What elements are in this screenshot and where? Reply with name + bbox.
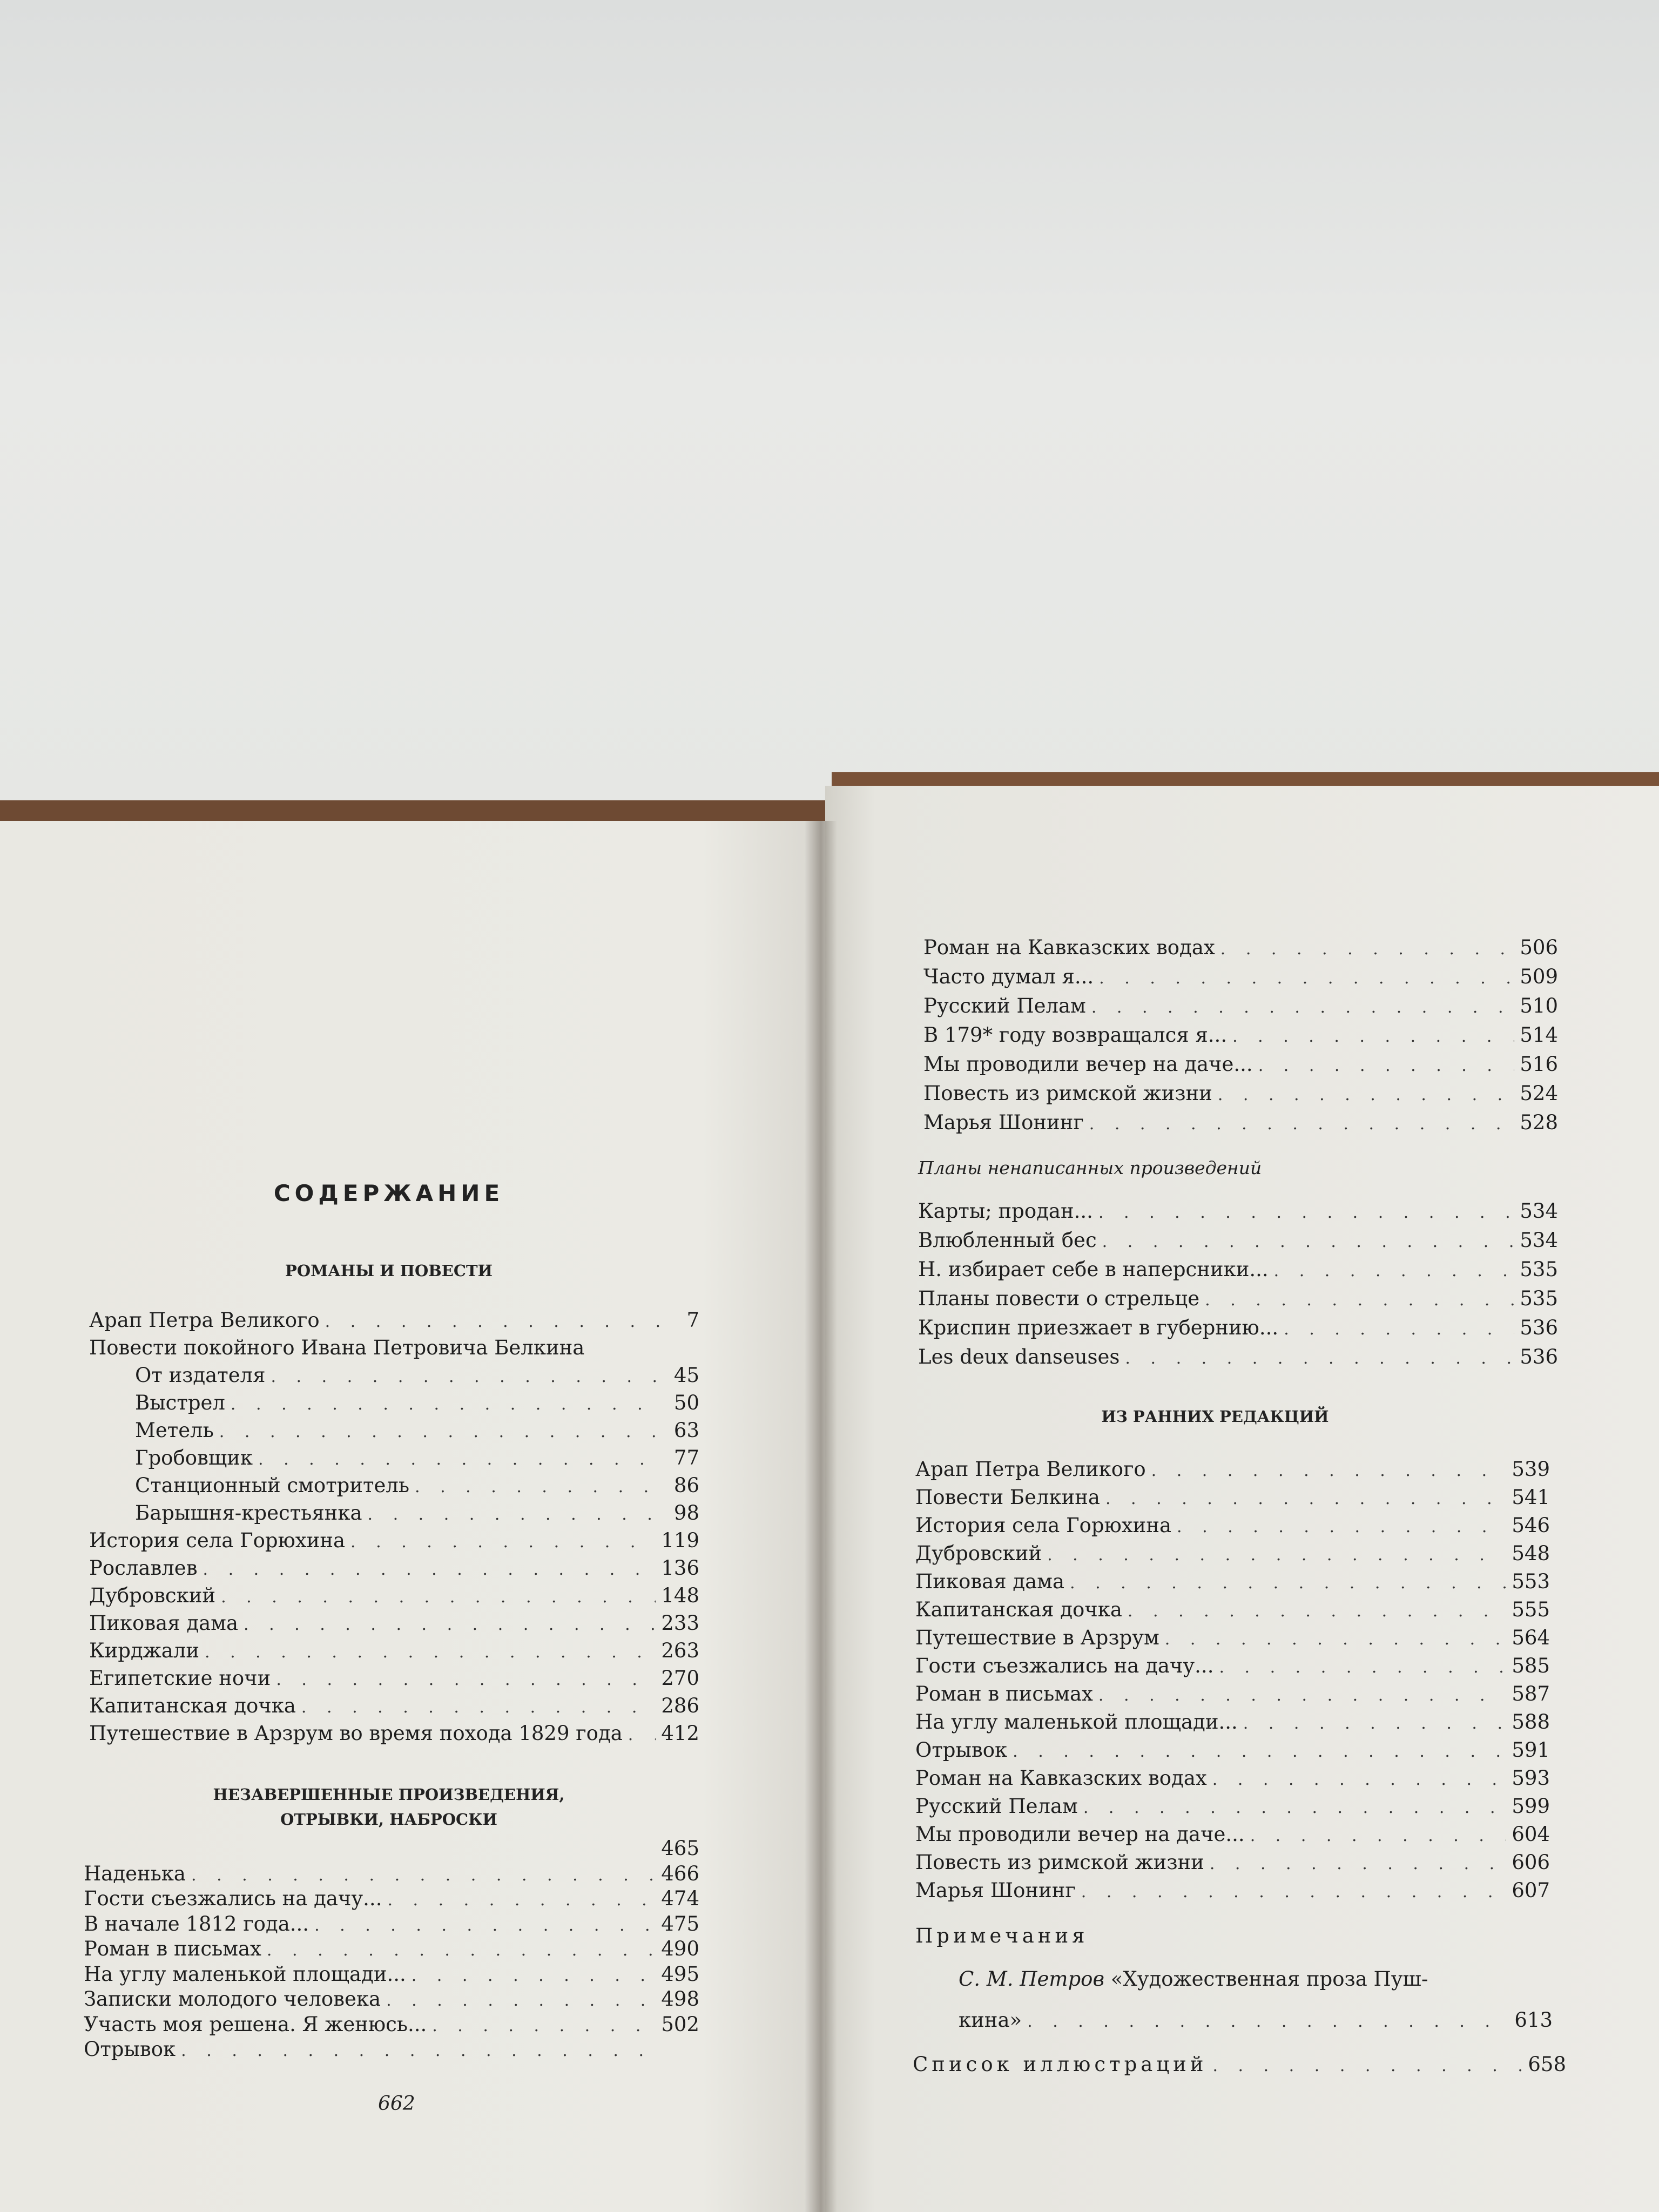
toc-entry-page: 86: [673, 1474, 699, 1497]
toc-entry: [84, 1936, 699, 1963]
toc-entry: [915, 1765, 1550, 1792]
toc-entry-title: Роман на Кавказских водах: [915, 1766, 1207, 1790]
toc-entry: [918, 1227, 1558, 1254]
toc-entry-page: 524: [1520, 1082, 1558, 1105]
toc-entry-title: Повести покойного Ивана Петровича Белкина: [89, 1336, 585, 1359]
toc-entry-page: 510: [1520, 994, 1558, 1017]
toc-entry-page: 136: [661, 1556, 699, 1580]
toc-entry: [915, 1653, 1550, 1680]
toc-entry-title: Метель: [135, 1419, 214, 1442]
toc-entry-page: 77: [673, 1446, 699, 1469]
toc-entry: [84, 1961, 699, 1988]
illustrations-page: 658: [1528, 2053, 1566, 2076]
toc-entry-title: Отрывок: [84, 2038, 176, 2061]
toc-entry-title: Выстрел: [135, 1391, 225, 1414]
toc-entry-page: 45: [673, 1364, 699, 1387]
toc-entry-page: 539: [1512, 1458, 1550, 1481]
toc-entry: [918, 1314, 1558, 1341]
toc-entry-title: Пиковая дама: [89, 1611, 239, 1635]
toc-entry-page: 528: [1520, 1111, 1558, 1134]
toc-entry-page: 498: [661, 1987, 699, 2011]
toc-entry-title: На углу маленькой площади...: [84, 1962, 406, 1986]
toc-entry-page: 599: [1512, 1795, 1550, 1818]
toc-entry: [923, 1051, 1558, 1078]
toc-entry-page: 536: [1520, 1316, 1558, 1339]
toc-entry-title: Карты; продан...: [918, 1199, 1093, 1223]
toc-entry-title: Путешествие в Арзрум во время похода 1829 года: [89, 1722, 623, 1745]
toc-entry-title: Станционный смотритель: [135, 1474, 410, 1497]
toc-entry-title: История села Горюхина: [89, 1529, 346, 1552]
toc-entry-page: 588: [1512, 1710, 1550, 1734]
toc-entry-title: В 179* году возвращался я...: [923, 1023, 1228, 1047]
toc-entry-page: 148: [661, 1584, 699, 1607]
toc-entry: [84, 1835, 699, 1862]
toc-entry-title: Рославлев: [89, 1556, 198, 1580]
toc-entry-title: Роман на Кавказских водах: [923, 936, 1215, 959]
toc-entry-title: Арап Петра Великого: [915, 1458, 1146, 1481]
toc-entry-title: Повести Белкина: [915, 1486, 1100, 1509]
section-unfinished-line1: НЕЗАВЕРШЕННЫЕ ПРОИЗВЕДЕНИЯ,: [213, 1785, 565, 1804]
toc-entry: [84, 1860, 699, 1887]
toc-entry-page: 536: [1520, 1345, 1558, 1368]
toc-entry-title: Капитанская дочка: [89, 1694, 296, 1717]
toc-entry-title: Наденька: [84, 1862, 186, 1885]
toc-entry-page: 495: [661, 1962, 699, 1986]
toc-entry: [923, 1022, 1558, 1049]
toc-entry-page: 553: [1512, 1570, 1550, 1593]
toc-entry-title: Арап Петра Великого: [89, 1309, 320, 1332]
toc-entry-page: 474: [661, 1887, 699, 1910]
toc-entry-title: Дубровский: [89, 1584, 216, 1607]
toc-entry-page: 591: [1512, 1738, 1550, 1762]
toc-entry-page: 98: [673, 1501, 699, 1525]
toc-entry: [915, 1849, 1550, 1876]
toc-entry-title: Марья Шонинг: [923, 1111, 1084, 1134]
toc-entry-title: Повесть из римской жизни: [915, 1851, 1204, 1874]
toc-entry-title: В начале 1812 года...: [84, 1912, 309, 1936]
illustrations-title: Список иллюстраций: [913, 2053, 1208, 2076]
toc-entry-page: 587: [1512, 1682, 1550, 1705]
toc-entry-page: 502: [661, 2012, 699, 2036]
toc-entry-page: 534: [1520, 1199, 1558, 1223]
toc-entry: [915, 1709, 1550, 1736]
toc-entry: [915, 1737, 1550, 1764]
toc-entry-page: 607: [1512, 1879, 1550, 1902]
toc-entry-page: 7: [686, 1309, 699, 1332]
toc-entry-title: На углу маленькой площади...: [915, 1710, 1238, 1734]
book-gutter: [805, 821, 837, 2212]
toc-entry-title: Кирджали: [89, 1639, 200, 1662]
toc-entry-title: Влюбленный бес: [918, 1229, 1097, 1252]
toc-entry-title: Гробовщик: [135, 1446, 253, 1469]
toc-entry: [918, 1256, 1558, 1283]
toc-entry: [89, 1720, 699, 1747]
toc-entry-page: 593: [1512, 1766, 1550, 1790]
toc-entry-title: Дубровский: [915, 1542, 1042, 1565]
toc-entry-title: Русский Пелам: [923, 994, 1086, 1017]
toc-entry: [84, 1986, 699, 2013]
section-early-editions: ИЗ РАННИХ РЕДАКЦИЙ: [1101, 1407, 1329, 1426]
toc-entry: [915, 1681, 1550, 1708]
toc-entry: [915, 1512, 1550, 1539]
toc-entry: [84, 2011, 699, 2038]
toc-entry: [135, 1417, 699, 1444]
toc-entry-page: 119: [661, 1529, 699, 1552]
essay-author: С. М. Петров: [959, 1967, 1104, 1991]
toc-entry-title: Часто думал я...: [923, 965, 1094, 988]
toc-entry-page: 535: [1520, 1258, 1558, 1281]
toc-entry: [915, 1540, 1550, 1567]
toc-entry: [918, 1285, 1558, 1312]
toc-entry-title: Отрывок: [915, 1738, 1008, 1762]
toc-entry-title: Мы проводили вечер на даче...: [923, 1053, 1253, 1076]
toc-entry: [915, 1624, 1550, 1651]
toc-entry-title: Русский Пелам: [915, 1795, 1078, 1818]
toc-entry: [918, 1344, 1558, 1371]
toc-entry: [923, 1080, 1558, 1107]
toc-entry-page: 514: [1520, 1023, 1558, 1047]
illustrations-entry: [913, 2051, 1566, 2078]
toc-entry: [915, 1793, 1550, 1820]
essay-entry: [959, 2007, 1553, 2034]
toc-entry: [84, 1885, 699, 1912]
toc-entry: [915, 1456, 1550, 1483]
section-unfinished-line2: ОТРЫВКИ, НАБРОСКИ: [280, 1810, 497, 1829]
toc-entry-title: Планы повести о стрельце: [918, 1287, 1200, 1310]
toc-entry: [84, 1911, 699, 1938]
toc-entry: [89, 1665, 699, 1692]
toc-entry: [89, 1307, 699, 1334]
toc-entry-page: 270: [661, 1667, 699, 1690]
notes-heading: Примечания: [915, 1924, 1089, 1947]
toc-entry-page: 506: [1520, 936, 1558, 959]
toc-entry-title: Роман в письмах: [915, 1682, 1093, 1705]
section-novels: РОМАНЫ И ПОВЕСТИ: [285, 1262, 493, 1280]
toc-entry-title: Мы проводили вечер на даче...: [915, 1823, 1245, 1846]
toc-entry: [923, 993, 1558, 1020]
toc-entry-page: 263: [661, 1639, 699, 1662]
toc-entry-title: Участь моя решена. Я женюсь...: [84, 2012, 427, 2036]
toc-entry: [923, 1109, 1558, 1136]
toc-entry: [923, 934, 1558, 961]
toc-entry-title: История села Горюхина: [915, 1514, 1172, 1537]
toc-entry-page: 63: [673, 1419, 699, 1442]
toc-entry: [915, 1484, 1550, 1511]
toc-entry-page: 604: [1512, 1823, 1550, 1846]
toc-entry-title: Капитанская дочка: [915, 1598, 1122, 1621]
toc-entry-title: Криспин приезжает в губернию...: [918, 1316, 1279, 1339]
toc-entry-title: Путешествие в Арзрум: [915, 1626, 1159, 1649]
toc-entry: [135, 1390, 699, 1417]
toc-entry-page: 555: [1512, 1598, 1550, 1621]
unwritten-works-subheading: Планы ненаписанных произведений: [918, 1157, 1262, 1178]
toc-entry-page: 548: [1512, 1542, 1550, 1565]
toc-entry-page: 490: [661, 1937, 699, 1960]
toc-entry: [89, 1527, 699, 1554]
toc-entry: [915, 1568, 1550, 1595]
toc-entry-page: 475: [661, 1912, 699, 1936]
toc-entry-title: Гости съезжались на дачу...: [915, 1654, 1214, 1677]
toc-entry-page: 509: [1520, 965, 1558, 988]
toc-entry-page: 534: [1520, 1229, 1558, 1252]
toc-entry-title: Повесть из римской жизни: [923, 1082, 1212, 1105]
toc-entry-page: 465: [661, 1837, 699, 1860]
toc-entry-title: Марья Шонинг: [915, 1879, 1076, 1902]
toc-entry-page: 466: [661, 1862, 699, 1885]
toc-entry-title: Барышня-крестьянка: [135, 1501, 362, 1525]
toc-entry-page: 564: [1512, 1626, 1550, 1649]
toc-entry-title: Записки молодого человека: [84, 1987, 381, 2011]
contents-heading: СОДЕРЖАНИЕ: [273, 1180, 504, 1206]
toc-entry: [135, 1472, 699, 1499]
toc-entry-page: 233: [661, 1611, 699, 1635]
toc-entry-page: 412: [661, 1722, 699, 1745]
toc-entry-title: Пиковая дама: [915, 1570, 1065, 1593]
toc-entry: [135, 1500, 699, 1527]
toc-entry-page: 585: [1512, 1654, 1550, 1677]
toc-entry-title: Гости съезжались на дачу...: [84, 1887, 382, 1910]
toc-entry: [89, 1334, 699, 1361]
toc-entry: [89, 1692, 699, 1719]
toc-entry: [918, 1198, 1558, 1225]
toc-entry-title: Н. избирает себе в наперсники...: [918, 1258, 1269, 1281]
toc-entry: [915, 1596, 1550, 1623]
table-surface: [0, 0, 1659, 832]
toc-entry: [915, 1821, 1550, 1848]
toc-entry-page: 541: [1512, 1486, 1550, 1509]
toc-entry: [923, 963, 1558, 990]
toc-entry-page: 535: [1520, 1287, 1558, 1310]
essay-page: 613: [1514, 2008, 1553, 2032]
toc-entry-page: 286: [661, 1694, 699, 1717]
essay-title-line1: «Художественная проза Пуш-: [1110, 1967, 1428, 1991]
toc-entry: [89, 1582, 699, 1609]
toc-entry: [915, 1877, 1550, 1904]
essay-title-line2: кина»: [959, 2008, 1022, 2032]
toc-entry: [84, 2036, 699, 2063]
toc-entry: [135, 1445, 699, 1472]
toc-entry: [135, 1362, 699, 1389]
toc-entry: [89, 1637, 699, 1664]
toc-entry-title: Роман в письмах: [84, 1937, 261, 1960]
toc-entry-page: 606: [1512, 1851, 1550, 1874]
toc-entry-title: От издателя: [135, 1364, 266, 1387]
page-number: 662: [378, 2093, 415, 2115]
toc-entry: [89, 1610, 699, 1637]
toc-entry-page: 546: [1512, 1514, 1550, 1537]
toc-entry-title: Les deux danseuses: [918, 1345, 1120, 1368]
toc-entry-page: 50: [673, 1391, 699, 1414]
toc-entry-page: 516: [1520, 1053, 1558, 1076]
toc-entry-title: Египетские ночи: [89, 1667, 271, 1690]
toc-entry: [89, 1555, 699, 1582]
